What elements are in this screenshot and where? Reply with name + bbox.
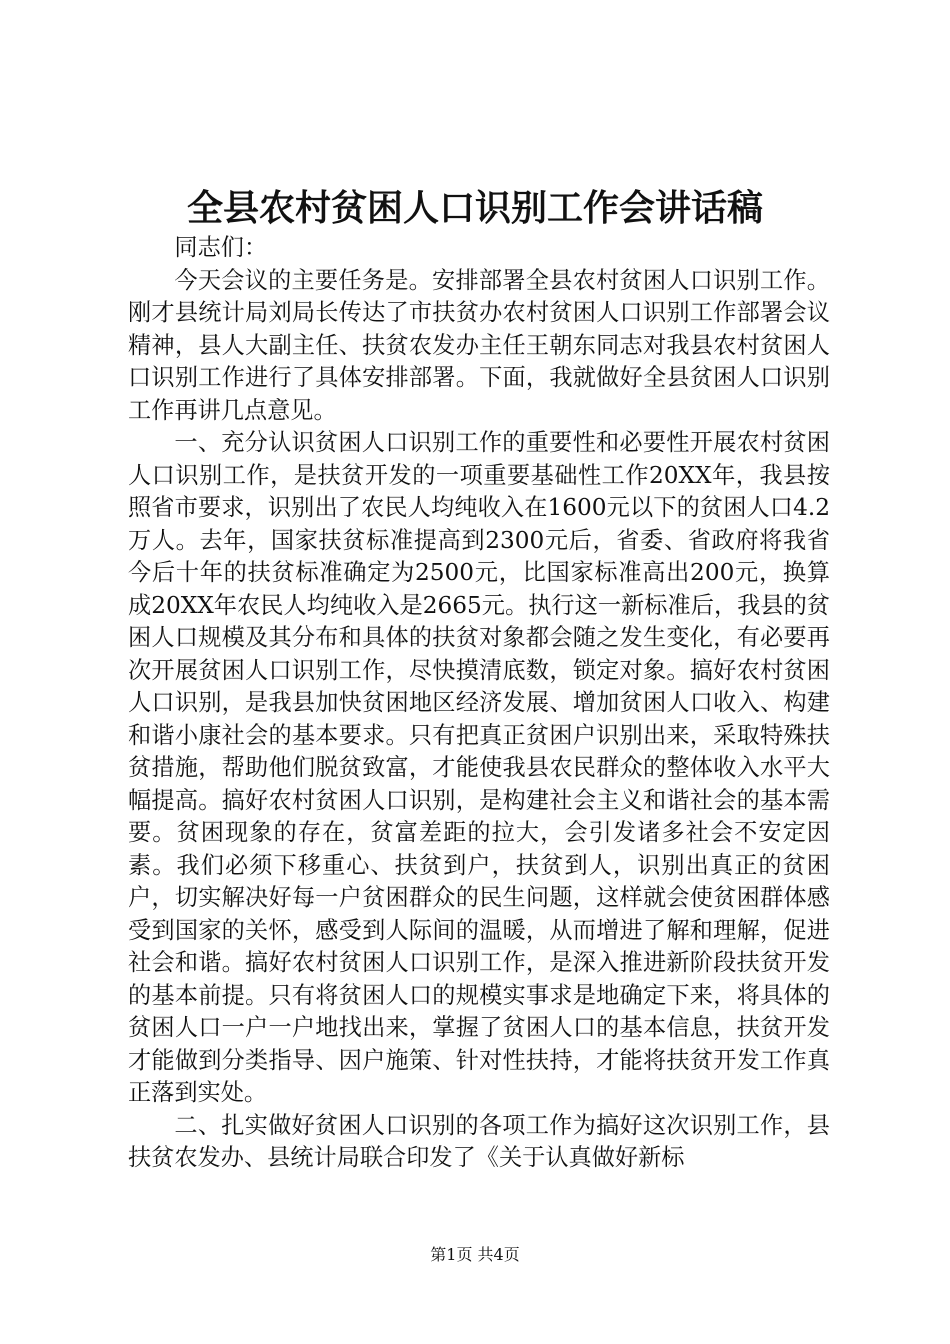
paragraph-section-1: 一、充分认识贫困人口识别工作的重要性和必要性开展农村贫困人口识别工作，是扶贫开发的一项重要基础性工作20XX年，我县按照省市要求，识别出了农民人均纯收入在1600元以下的贫困人口4.2万人。去年，国家扶贫标准提高到2300元后，省委、省政府将我省今后十年的扶贫标准确定为2500元，比国家标准高出200元，换算成20XX年农民人均纯收入是2665元。执行这一新标准后，我县的贫困人口规模及其分布和具体的扶贫对象都会随之发生变化，有必要再次开展贫困人口识别工作，尽快摸清底数，锁定对象。搞好农村贫困人口识别，是我县加快贫困地区经济发展、增加贫困人口收入、构建和谐小康社会的基本要求。只有把真正贫困户识别出来，采取特殊扶贫措施，帮助他们脱贫致富，才能使我县农民群众的整体收入水平大幅提高。搞好农村贫困人口识别，是构建社会主义和谐社会的基本需要。贫困现象的存在，贫富差距的拉大，会引发诸多社会不安定因素。我们必须下移重心、扶贫到户，扶贫到人，识别出真正的贫困户，切实解决好每一户贫困群众的民生问题，这样就会使贫困群体感受到国家的关怀，感受到人际间的温暖，从而增进了解和理解，促进社会和谐。搞好农村贫困人口识别工作，是深入推进新阶段扶贫开发的基本前提。只有将贫困人口的规模实事求是地确定下来，将具体的贫困人口一户一户地找出来，掌握了贫困人口的基本信息，扶贫开发才能做到分类指导、因户施策、针对性扶持，才能将扶贫开发工作真正落到实处。 [128, 429, 830, 1106]
document-body [128, 232, 830, 1175]
document-title: 全县农村贫困人口识别工作会讲话稿 [186, 187, 763, 229]
greeting: 同志们： [174, 234, 268, 261]
paragraph-intro: 今天会议的主要任务是。安排部署全县农村贫困人口识别工作。刚才县统计局刘局长传达了市扶贫办农村贫困人口识别工作部署会议精神，县人大副主任、扶贫农发办主任王朝东同志对我县农村贫困人口识别工作进行了具体安排部署。下面，我就做好全县贫困人口识别工作再讲几点意见。 [128, 266, 830, 424]
page-footer: 第1页 共4页 [430, 1245, 520, 1264]
paragraph-section-2: 二、扎实做好贫困人口识别的各项工作为搞好这次识别工作，县扶贫农发办、县统计局联合印发了《关于认真做好新标 [128, 1111, 830, 1171]
